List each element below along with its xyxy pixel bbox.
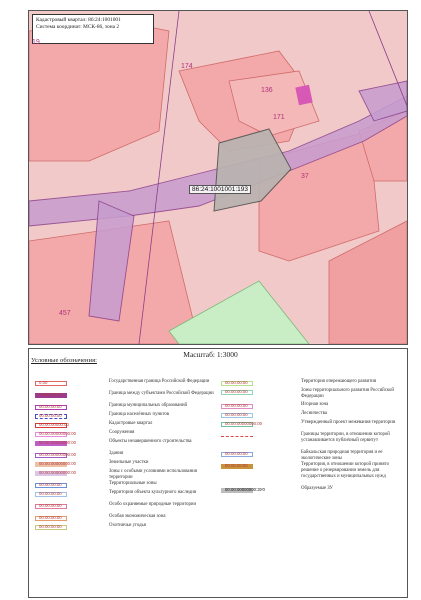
legend-code: 00:00:00:00 bbox=[39, 503, 62, 508]
map-canvas[interactable] bbox=[29, 11, 407, 344]
legend-title: Условные обозначения: bbox=[31, 357, 97, 364]
legend-label: Объекты незавершенного строительства bbox=[109, 439, 192, 444]
legend-label: Здания bbox=[109, 451, 124, 456]
legend-label: Образуемые ЗУ bbox=[301, 486, 333, 491]
legend-label: Территории объекта культурного наследия bbox=[109, 490, 197, 495]
legend-label: Государственная граница Российской Федерации bbox=[109, 379, 210, 384]
legend-code: 00:00:00:00 bbox=[39, 392, 62, 397]
legend-code: 00:00:00000000:00 bbox=[39, 461, 77, 466]
parcel-label[interactable]: 457 bbox=[59, 310, 71, 317]
legend-code: 00:00:00:00 bbox=[39, 524, 62, 529]
legend-label: Байкальская природная территория и ее экологические зоны bbox=[301, 450, 383, 461]
legend-label: Охотничьи угодья bbox=[109, 523, 146, 528]
legend-code: 00:00:00000000:00 bbox=[39, 431, 77, 436]
target-parcel-label[interactable]: 86:24:1001001:193 bbox=[189, 185, 251, 194]
legend-label: Особая экономическая зона bbox=[109, 514, 166, 519]
legend-label: Игорная зона bbox=[301, 402, 329, 407]
legend-label: Сооружения bbox=[109, 430, 135, 435]
legend-label: Утвержденный проект межевания территории bbox=[301, 420, 396, 425]
legend-code: 00:00:00:00 bbox=[225, 463, 248, 468]
legend-label: Территориальные зоны bbox=[109, 481, 157, 486]
legend-swatch bbox=[221, 436, 253, 437]
parcel-label[interactable]: 19 bbox=[32, 39, 40, 46]
legend-label: Граница между субъектами Российской Федерации bbox=[109, 391, 214, 396]
legend-code: 00:00:00:00 bbox=[39, 404, 62, 409]
legend-code: 00:00:00000:00 bbox=[39, 422, 69, 427]
legend-code: 00:00:00:00 bbox=[39, 491, 62, 496]
legend-label: Граница населённых пунктов bbox=[109, 412, 170, 417]
map-scale: Масштаб: 1:3000 bbox=[183, 350, 238, 359]
legend-code: 00:00:00:00 bbox=[225, 412, 248, 417]
legend-code: 00:00:00:00 bbox=[225, 403, 248, 408]
map-header-line1: Кадастровый квартал: 86:24:1001001 bbox=[36, 17, 121, 23]
legend-code: 00:00:00:00 bbox=[39, 413, 62, 418]
legend-code: 00:00:00000000:ЗУ0 bbox=[225, 487, 265, 492]
legend-code: 00:00:00:00 bbox=[39, 482, 62, 487]
parcel-label[interactable]: 171 bbox=[273, 114, 285, 121]
legend-label: Лесничества bbox=[301, 411, 327, 416]
legend-label: Граница муниципальных образований bbox=[109, 403, 188, 408]
legend-code: 00:00:00000000:00 bbox=[39, 470, 77, 475]
legend-label: Границы территории, в отношении которой устанавливается публичный сервитут bbox=[301, 432, 390, 443]
legend-code: 00:00:00:00 bbox=[39, 515, 62, 520]
legend-label: Особо охраняемые природные территории bbox=[109, 502, 197, 507]
map-header-box bbox=[32, 14, 154, 44]
legend-label: Земельные участки bbox=[109, 460, 149, 465]
parcel-label[interactable]: 174 bbox=[181, 63, 193, 70]
cadastral-map[interactable] bbox=[28, 10, 408, 345]
legend-label: Кадастровые квартал bbox=[109, 421, 153, 426]
legend-code: 00:00:00:00 bbox=[225, 389, 248, 394]
parcel-label[interactable]: 136 bbox=[261, 87, 273, 94]
legend-label: Зоны с особыми условиями использования территории bbox=[109, 469, 197, 480]
legend-label: Зоны территориального развития Российской Федерации bbox=[301, 388, 394, 399]
legend-code: 0:00 bbox=[39, 380, 48, 385]
map-header-line2: Система координат: МСК-86, зона 2 bbox=[36, 24, 120, 30]
parcel-label[interactable]: 37 bbox=[301, 173, 309, 180]
legend-panel bbox=[28, 348, 408, 598]
legend-code: 00:00:00000000:00 bbox=[39, 452, 77, 457]
legend-label: Территория, в отношении которой принято решение о резервировании земель для государственных и муниципальных нужд bbox=[301, 462, 389, 479]
legend-label: Территория опережающего развития bbox=[301, 379, 377, 384]
legend-code: 00:00:00000000:00 bbox=[39, 440, 77, 445]
legend-code: 00:00:00:00 bbox=[225, 451, 248, 456]
legend-code: 00:00:00:00 bbox=[225, 380, 248, 385]
legend-code: 00:00:00000000:00 bbox=[225, 421, 263, 426]
